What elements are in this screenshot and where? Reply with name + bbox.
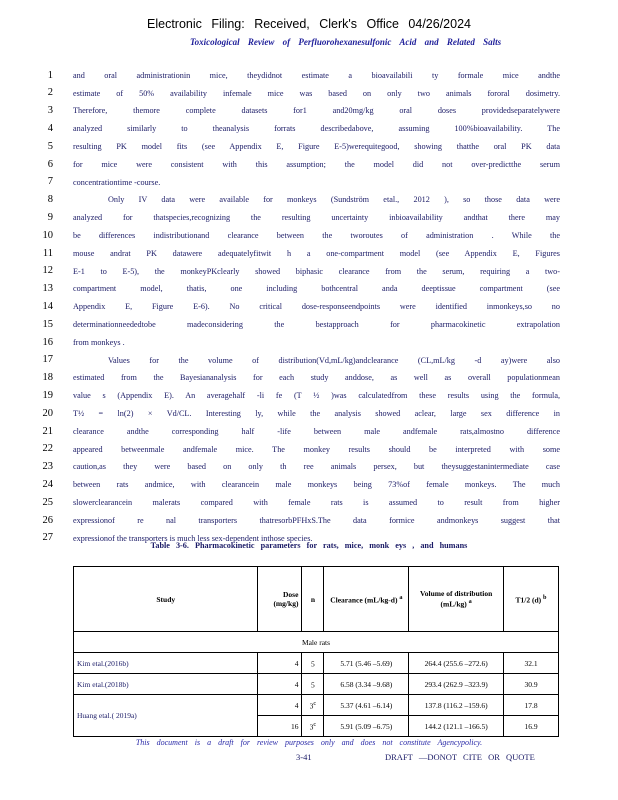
text-line	[40, 298, 560, 316]
line-number: 15	[42, 318, 53, 330]
line-text: be differences indistributionand clearance between the tworoutes of administration . While the	[73, 231, 560, 240]
line-number: 20	[42, 407, 53, 419]
section-row-male-rats	[74, 632, 559, 653]
line-text: for mice were consistent with this assumption; the model did not over-predictthe serum	[73, 160, 560, 169]
line-text: Only IV data were available for monkeys (Sundström etal., 2012 ), so those data were	[108, 196, 560, 205]
line-number: 25	[42, 496, 53, 508]
line-text: estimated from the Bayesiananalysis for each study anddose, as well as overall populationmean	[73, 374, 560, 383]
line-text: mouse andrat PK datawere adequatelyfitwit h a one-compartment model (see Appendix E, Figures	[73, 249, 560, 258]
line-text: estimate of 50% availability infemale mice was based on only two animals fororal dosimetry.	[73, 89, 560, 98]
col-header-study: Study	[74, 567, 258, 632]
col-header-half-life: T1/2 (d) $^b$	[504, 567, 559, 632]
col-header-n: n	[302, 567, 324, 632]
col-header-dose: Dose (mg/kg)	[258, 567, 302, 632]
text-line	[40, 441, 560, 459]
line-text: slowerclearancein malerats compared with female rats is assumed to result from higher	[73, 498, 560, 507]
text-line	[40, 370, 560, 388]
line-number: 11	[42, 247, 53, 259]
line-text: clearance andthe corresponding half -life between male andfemale rats,almostno difference	[73, 427, 560, 436]
text-line	[40, 67, 560, 85]
line-number: 27	[42, 532, 53, 544]
line-number: 5	[47, 140, 53, 152]
cell-clearance: 5.37 (4.61 –6.14)	[324, 695, 409, 716]
section-label: Male rats	[74, 632, 559, 653]
line-number: 26	[42, 514, 53, 526]
cell-n: 3$^c$	[302, 716, 324, 737]
line-text: Therefore, themore complete datasets for1 and20mg/kg oral doses providedseparatelywere	[73, 107, 560, 116]
text-line	[40, 227, 560, 245]
col-header-clearance: Clearance (mL/kg-d) $^a$	[324, 567, 409, 632]
line-number: 2	[47, 87, 53, 99]
text-line	[40, 352, 560, 370]
line-text: T½ = ln(2) × Vd/CL. Interesting ly, while the analysis showed aclear, large sex difference in	[73, 409, 560, 418]
line-number: 18	[42, 372, 53, 384]
cell-half-life: 16.9	[504, 716, 559, 737]
line-text: concentrationtime -course.	[73, 178, 161, 187]
text-line	[40, 459, 560, 477]
line-number: 3	[47, 105, 53, 117]
line-number: 23	[42, 461, 53, 473]
document-subtitle: Toxicological Review of Perfluorohexanesulfonic Acid and Related Salts	[190, 37, 502, 47]
line-text: analyzed for thatspecies,recognizing the resulting uncertainty inbioavailability andthat there may	[73, 214, 560, 223]
cell-volume: 137.8 (116.2 –159.6)	[409, 695, 504, 716]
text-line	[40, 85, 560, 103]
text-line	[40, 103, 560, 121]
line-text: between rats andmice, with clearancein male monkeys being 73%of female monkeys. The much	[73, 481, 560, 490]
cell-half-life: 32.1	[504, 653, 559, 674]
line-number: 16	[42, 336, 53, 348]
cell-clearance: 5.71 (5.46 –5.69)	[324, 653, 409, 674]
text-line	[40, 263, 560, 281]
text-line	[40, 245, 560, 263]
text-line	[40, 494, 560, 512]
cell-clearance: 6.58 (3.34 –9.68)	[324, 674, 409, 695]
line-text: Appendix E, Figure E-6). No critical dose-responseendpoints were identified inmonkeys,so no	[73, 303, 560, 312]
pk-parameters-table	[73, 566, 559, 737]
line-number: 6	[47, 158, 53, 170]
line-number: 14	[42, 301, 53, 312]
line-number: 24	[42, 478, 53, 490]
filing-header: Electronic Filing: Received, Clerk's Office 04/26/2024	[147, 17, 471, 31]
line-number: 22	[42, 443, 53, 455]
text-line	[40, 281, 560, 299]
cell-volume: 293.4 (262.9 –323.9)	[409, 674, 504, 695]
line-number: 10	[42, 229, 53, 241]
line-number: 1	[47, 69, 53, 81]
line-number: 9	[47, 212, 53, 224]
cell-clearance: 5.91 (5.09 –6.75)	[324, 716, 409, 737]
cell-half-life: 17.8	[504, 695, 559, 716]
text-line	[40, 405, 560, 423]
cell-n: 5	[302, 674, 324, 695]
line-number: 7	[47, 176, 53, 188]
text-line	[40, 138, 560, 156]
line-number: 12	[42, 265, 53, 277]
text-line	[40, 387, 560, 405]
text-line	[40, 156, 560, 174]
line-text: value s (Appendix E). An averagehalf -li fe (T ½ )was calculatedfrom these results using the formula,	[73, 392, 560, 401]
line-text: compartment model, thatis, one including bothcentral anda deeptissue compartment (see	[73, 285, 560, 294]
cell-study: Kim etal.(2016b)	[74, 653, 258, 674]
cell-volume: 144.2 (121.1 –166.5)	[409, 716, 504, 737]
line-number: 4	[47, 123, 53, 135]
draft-notice: DRAFT —DONOT CITE OR QUOTE	[385, 752, 535, 762]
cell-n: 5	[302, 653, 324, 674]
line-text: expressionof re nal transporters thatresorbPFHxS.The data formice andmonkeys suggest that	[73, 516, 560, 525]
line-text: analyzed similarly to theanalysis forrats describedabove, assuming 100%bioavailability. The	[73, 125, 560, 134]
cell-study: Huang etal.( 2019a)	[74, 695, 258, 737]
table-caption: Table 3-6. Pharmacokinetic parameters for rats, mice, monk eys , and humans	[150, 541, 468, 550]
line-text: expressionof the transporters is much less sex-dependent inthose species.	[73, 534, 313, 543]
cell-dose: 4	[258, 674, 302, 695]
table-row	[74, 695, 559, 716]
line-number: 19	[42, 389, 53, 401]
text-line	[40, 316, 560, 334]
col-header-volume: Volume of distribution (mL/kg) $^a$	[409, 567, 504, 632]
cell-dose: 4	[258, 653, 302, 674]
cell-volume: 264.4 (255.6 –272.6)	[409, 653, 504, 674]
table-header-row	[74, 567, 559, 632]
line-number: 17	[42, 354, 53, 366]
text-line	[40, 512, 560, 530]
text-line	[40, 120, 560, 138]
text-line	[40, 192, 560, 210]
draft-disclaimer: This document is a draft for review purposes only and does not constitute Agencypolicy.	[135, 738, 483, 747]
body-text	[40, 67, 560, 548]
cell-n: 3$^c$	[302, 695, 324, 716]
line-text: E-1 to E-5), the monkeyPKclearly showed biphasic clearance from the serum, requiring a two-	[73, 267, 560, 276]
text-line	[40, 476, 560, 494]
text-line	[40, 209, 560, 227]
line-text: and oral administrationin mice, theydidnot estimate a bioavailabili ty formale mice andthe	[73, 71, 560, 80]
text-line	[40, 174, 560, 192]
line-text: determinationneededtobe madeconsidering the bestapproach for pharmacokinetic extrapolation	[73, 320, 560, 329]
line-text: resulting PK model fits (see Appendix E, Figure E-5)werequitegood, showing thatthe oral PK data	[73, 142, 560, 151]
cell-half-life: 30.9	[504, 674, 559, 695]
line-number: 8	[47, 194, 53, 206]
cell-study: Kim etal.(2018b)	[74, 674, 258, 695]
page-number: 3-41	[296, 752, 312, 762]
line-text: caution,as they were based on only th ree animals persex, but theysuggestanintermediate case	[73, 463, 560, 472]
line-number: 21	[42, 425, 53, 437]
line-text: from monkeys .	[73, 338, 125, 347]
cell-dose: 4	[258, 695, 302, 716]
text-line	[40, 334, 560, 352]
line-text: appeared betweenmale andfemale mice. The monkey results should be interpreted with some	[73, 445, 560, 454]
line-number: 13	[42, 283, 53, 295]
cell-dose: 16	[258, 716, 302, 737]
table-row	[74, 653, 559, 674]
table-row	[74, 674, 559, 695]
line-text: Values for the volume of distribution(Vd,mL/kg)andclearance (CL,mL/kg -d ay)were also	[108, 356, 560, 365]
text-line	[40, 423, 560, 441]
